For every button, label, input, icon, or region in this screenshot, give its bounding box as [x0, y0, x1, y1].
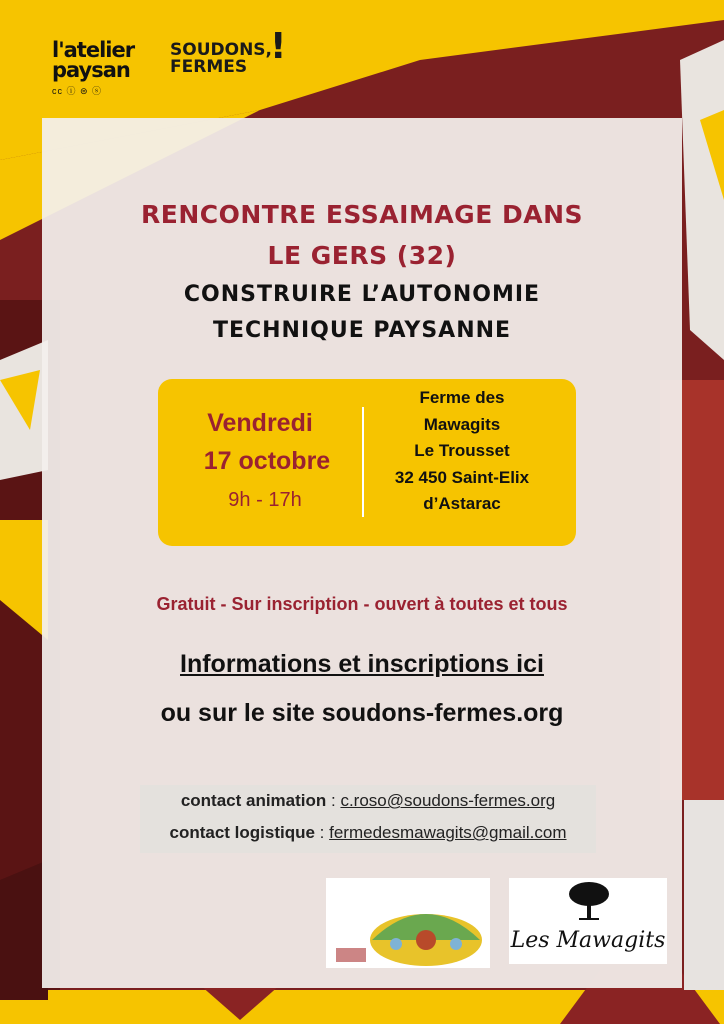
subtitle-line: CONSTRUIRE L’AUTONOMIE: [183, 282, 541, 307]
event-date: 17 octobre: [203, 447, 331, 475]
house-illustration-icon: [326, 878, 490, 968]
subtitle-line: TECHNIQUE PAYSANNE: [212, 318, 512, 343]
title-line: RENCONTRE ESSAIMAGE DANS: [140, 200, 584, 229]
registration-link[interactable]: Informations et inscriptions ici: [180, 650, 544, 678]
website-info: ou sur le site soudons-fermes.org: [160, 699, 564, 727]
soudons-fermes-logo: [170, 26, 287, 77]
logo-text: paysan: [52, 58, 130, 82]
partner-logo-mawagits: [509, 878, 667, 964]
address-line: d’Astarac: [423, 494, 501, 513]
logo-text: SOUDONS,: [170, 40, 272, 60]
partner-name: Les Mawagits: [510, 928, 666, 953]
contacts-box: [140, 785, 596, 853]
address-line: Ferme des: [419, 388, 505, 407]
event-hours: 9h - 17h: [228, 489, 302, 511]
logo-bang: !: [270, 26, 287, 67]
partner-logo-osoleil: [326, 878, 490, 968]
event-day: Vendredi: [207, 409, 313, 437]
contact-label: contact logistique: [169, 823, 315, 842]
contact-email-link[interactable]: c.roso@soudons-fermes.org: [340, 791, 556, 810]
event-address: [372, 385, 552, 518]
contact-logistics: contact logistique : fermedesmawagits@gmail.com: [169, 823, 567, 842]
tree-icon: [509, 878, 667, 926]
address-line: 32 450 Saint-Elix: [394, 467, 530, 487]
access-info: Gratuit - Sur inscription - ouvert à toutes et tous: [156, 594, 568, 614]
divider: [362, 407, 364, 517]
title-line: LE GERS (32): [267, 241, 457, 270]
event-info-box: [158, 379, 576, 546]
atelier-paysan-logo: [52, 40, 152, 97]
logo-text: FERMES: [170, 57, 248, 77]
logo-text: l'atelier: [52, 38, 135, 62]
contact-email-link[interactable]: fermedesmawagits@gmail.com: [329, 823, 567, 842]
address-line: Mawagits: [423, 414, 501, 434]
contact-animation: contact animation : c.roso@soudons-fermes.org: [180, 791, 556, 810]
creative-commons-icon: cc ⓘ ⊜ ⓢ: [52, 86, 103, 96]
contact-label: contact animation: [180, 791, 327, 810]
address-line: Le Trousset: [414, 441, 510, 460]
